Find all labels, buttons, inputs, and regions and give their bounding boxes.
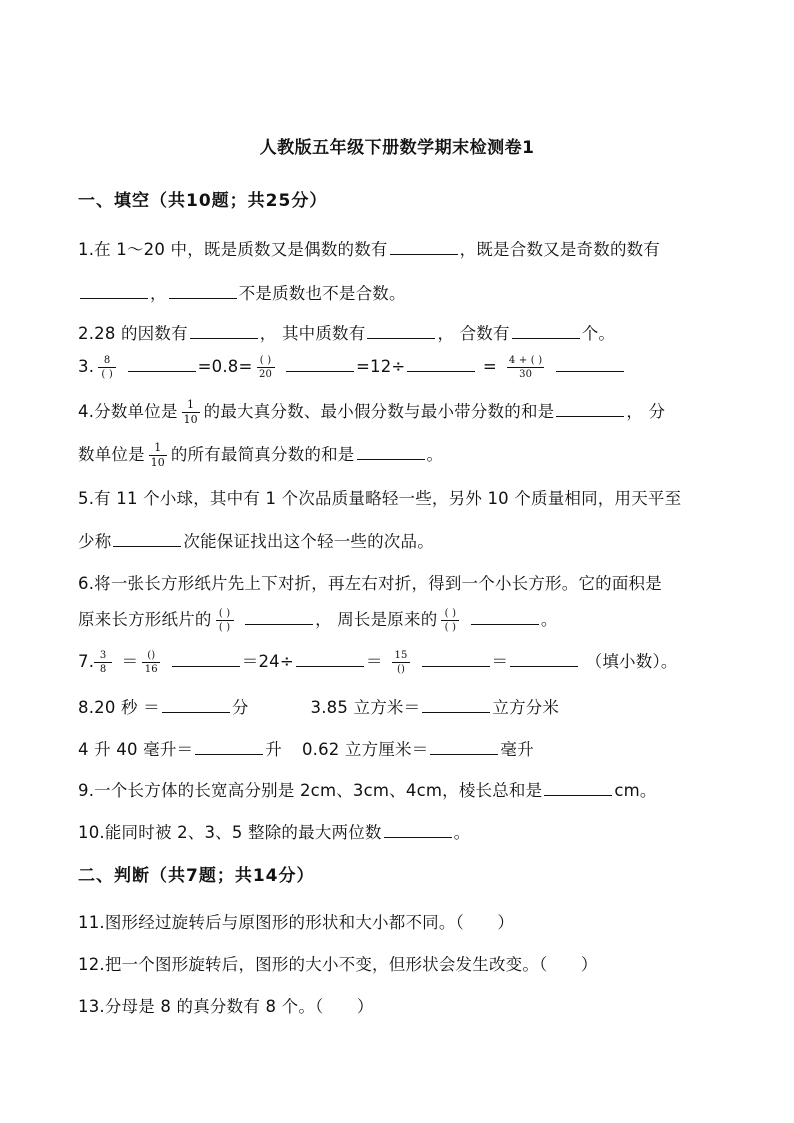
fraction-denominator: 10 <box>150 456 166 469</box>
answer-blank[interactable] <box>162 698 230 713</box>
question-2 <box>78 320 615 344</box>
question-text: 原来长方形纸片的 <box>78 610 212 629</box>
fraction-numerator: 4 + ( ) <box>508 355 543 366</box>
question-1-line-1 <box>78 236 660 260</box>
fraction-denominator: 16 <box>144 664 158 675</box>
question-6-line-1: 6.将一张长方形纸片先上下对折，再左右对折，得到一个小长方形。它的面积是 <box>78 574 662 593</box>
question-text: 3.85 立方米＝ <box>310 698 421 717</box>
question-9 <box>78 777 657 801</box>
question-text: 。 <box>426 445 444 464</box>
question-text: 4.分数单位是 <box>78 402 178 421</box>
fraction-numerator: 8 <box>98 355 116 368</box>
question-text: 3. <box>78 357 95 376</box>
question-5-line-2 <box>78 528 434 552</box>
answer-blank[interactable] <box>286 357 354 372</box>
answer-blank[interactable] <box>80 284 148 299</box>
fraction <box>182 399 200 426</box>
fraction-numerator: 15 <box>392 650 410 663</box>
fraction-denominator: ( ) <box>101 369 113 380</box>
fraction-denominator: ( ) <box>444 622 457 633</box>
fraction-denominator: 10 <box>183 413 198 426</box>
question-4-line-2 <box>78 441 443 469</box>
question-text: 少称 <box>78 532 112 551</box>
answer-blank[interactable] <box>471 610 539 625</box>
question-text: 升 <box>265 740 282 759</box>
question-6-line-2 <box>78 606 558 633</box>
section-fill-in-heading: 一、填空（共10题；共25分） <box>78 191 328 211</box>
question-12: 12.把一个图形旋转后，图形的大小不变，但形状会发生改变。（ ） <box>78 955 598 974</box>
answer-blank[interactable] <box>190 324 258 339</box>
question-text: = <box>482 357 497 376</box>
question-text: 毫升 <box>500 740 534 759</box>
answer-blank[interactable] <box>113 532 181 547</box>
answer-blank[interactable] <box>510 652 578 667</box>
fraction <box>507 355 544 380</box>
question-text: ， <box>150 284 167 303</box>
question-text: 。 <box>453 823 471 842</box>
answer-blank[interactable] <box>556 402 624 417</box>
question-text: 次能保证找出这个轻一些的次品。 <box>183 532 434 551</box>
question-text: ， 其中质数有 <box>259 324 366 343</box>
question-text: 的所有最简真分数的和是 <box>170 445 355 464</box>
question-5-line-1: 5.有 11 个小球，其中有 1 个次品质量略轻一些，另外 10 个质量相同，用天平至 <box>78 489 682 508</box>
question-text: 1.在 1～20 中，既是质数又是偶数的数有 <box>78 240 388 259</box>
question-text: 8.20 秒 ＝ <box>78 698 160 717</box>
question-text: 立方分米 <box>492 698 560 717</box>
question-text: 。 <box>540 610 558 629</box>
question-text: ， 分 <box>626 402 666 421</box>
question-4-line-1 <box>78 398 665 426</box>
fraction-denominator: 20 <box>258 369 273 380</box>
question-text: ＝ <box>121 652 139 671</box>
question-11: 11.图形经过旋转后与原图形的形状和大小都不同。（ ） <box>78 913 515 932</box>
fraction-numerator: 3 <box>94 650 112 663</box>
answer-blank[interactable] <box>357 445 425 460</box>
question-text: =12÷ <box>355 357 406 376</box>
question-7 <box>78 648 678 675</box>
fraction <box>98 355 116 380</box>
answer-blank[interactable] <box>367 324 435 339</box>
fraction-denominator: () <box>396 664 406 675</box>
question-text: 7. <box>78 652 95 671</box>
question-text: ， 合数有 <box>437 324 510 343</box>
fraction-denominator: ( ) <box>218 622 231 633</box>
answer-blank[interactable] <box>422 698 490 713</box>
fraction <box>149 442 167 469</box>
section-true-false-heading: 二、判断（共7题；共14分） <box>78 866 315 886</box>
fraction <box>257 355 275 380</box>
question-10 <box>78 819 470 843</box>
fraction <box>142 650 160 675</box>
page-title: 人教版五年级下册数学期末检测卷1 <box>259 138 535 158</box>
fraction-denominator: 30 <box>519 369 533 380</box>
question-13: 13.分母是 8 的真分数有 8 个。（ ） <box>78 997 374 1016</box>
question-text: cm。 <box>614 781 657 800</box>
fraction <box>392 650 410 675</box>
question-3 <box>78 355 626 380</box>
question-text: 分 <box>231 698 249 717</box>
answer-blank[interactable] <box>407 357 475 372</box>
fraction-numerator: 1 <box>149 442 167 456</box>
question-text: （填小数）。 <box>585 652 678 671</box>
answer-blank[interactable] <box>430 740 498 755</box>
question-text: 9.一个长方体的长宽高分别是 2cm、3cm、4cm，棱长总和是 <box>78 781 543 800</box>
answer-blank[interactable] <box>169 284 237 299</box>
answer-blank[interactable] <box>544 781 612 796</box>
answer-blank[interactable] <box>245 610 313 625</box>
question-text: 不是质数也不是合数。 <box>238 284 406 303</box>
answer-blank[interactable] <box>384 823 452 838</box>
fraction-denominator: 8 <box>99 664 107 675</box>
question-text: ，既是合数又是奇数的数有 <box>459 240 661 259</box>
question-8-line-2 <box>78 736 534 760</box>
fraction-numerator: 1 <box>182 399 200 413</box>
fraction-numerator: () <box>142 650 160 663</box>
answer-blank[interactable] <box>512 324 580 339</box>
fraction-numerator: ( ) <box>257 355 275 368</box>
answer-blank[interactable] <box>296 652 364 667</box>
question-1-line-2 <box>78 280 406 304</box>
answer-blank[interactable] <box>422 652 490 667</box>
question-text: 个。 <box>581 324 616 343</box>
question-text: ＝24÷ <box>241 652 294 671</box>
answer-blank[interactable] <box>195 740 263 755</box>
fraction <box>94 650 112 675</box>
question-text: 0.62 立方厘米＝ <box>301 740 429 759</box>
question-text: 数单位是 <box>78 445 145 464</box>
question-text: ＝ <box>491 652 509 671</box>
question-text: 2.28 的因数有 <box>78 324 188 343</box>
answer-blank[interactable] <box>390 240 458 255</box>
question-text: ＝ <box>365 652 383 671</box>
answer-blank[interactable] <box>556 357 624 372</box>
fraction <box>441 608 459 633</box>
question-text: ， 周长是原来的 <box>315 610 438 629</box>
question-text: 的最大真分数、最小假分数与最小带分数的和是 <box>203 402 555 421</box>
question-8-line-1 <box>78 694 559 718</box>
fraction <box>216 608 234 633</box>
question-text: 4 升 40 毫升＝ <box>78 740 194 759</box>
question-text: =0.8= <box>197 357 253 376</box>
fraction-numerator: ( ) <box>441 608 459 621</box>
answer-blank[interactable] <box>172 652 240 667</box>
fraction-numerator: ( ) <box>216 608 234 621</box>
answer-blank[interactable] <box>128 357 196 372</box>
question-text: 10.能同时被 2、3、5 整除的最大两位数 <box>78 823 382 842</box>
